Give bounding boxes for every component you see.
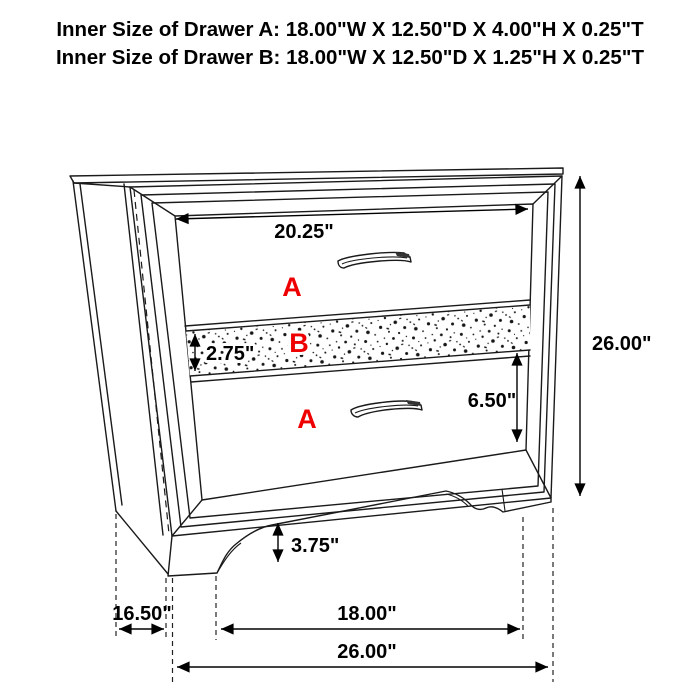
total-width-value: 26.00" (337, 641, 397, 663)
drawer-a-bottom-label: A (297, 404, 317, 434)
inner-width-value: 20.25" (274, 221, 334, 243)
depth-value: 16.50" (112, 603, 172, 625)
dimension-leg-span (221, 603, 520, 629)
header-line-1: Inner Size of Drawer A: 18.00"W X 12.50"D X 4.00"H X 0.25"T (56, 18, 644, 41)
lower-drawer-height-value: 6.50" (467, 390, 517, 412)
left-side-panel (73, 181, 168, 574)
dimension-depth (112, 603, 172, 629)
band-height-value: 2.75" (206, 343, 255, 365)
right-leg-edge (502, 489, 505, 511)
leg-span-value: 18.00" (337, 603, 397, 625)
bottom-drawer-handle (351, 400, 422, 417)
sparkle-band (185, 300, 530, 382)
top-drawer-handle (338, 252, 411, 268)
dimension-total-height (580, 176, 652, 496)
leg-height-value: 3.75" (291, 535, 340, 557)
header-line-2: Inner Size of Drawer B: 18.00"W X 12.50"D X 1.25"H X 0.25"T (55, 46, 645, 69)
total-height-value: 26.00" (592, 333, 652, 355)
dimension-lower-drawer-height (468, 353, 517, 442)
drawer-b-band-label: B (289, 328, 309, 358)
dimension-leg-height (278, 523, 339, 562)
left-bracket-inner-curve (217, 543, 241, 573)
header (56, 18, 645, 69)
drawer-a-top-label: A (282, 272, 302, 302)
dimension-total-width (177, 641, 548, 667)
